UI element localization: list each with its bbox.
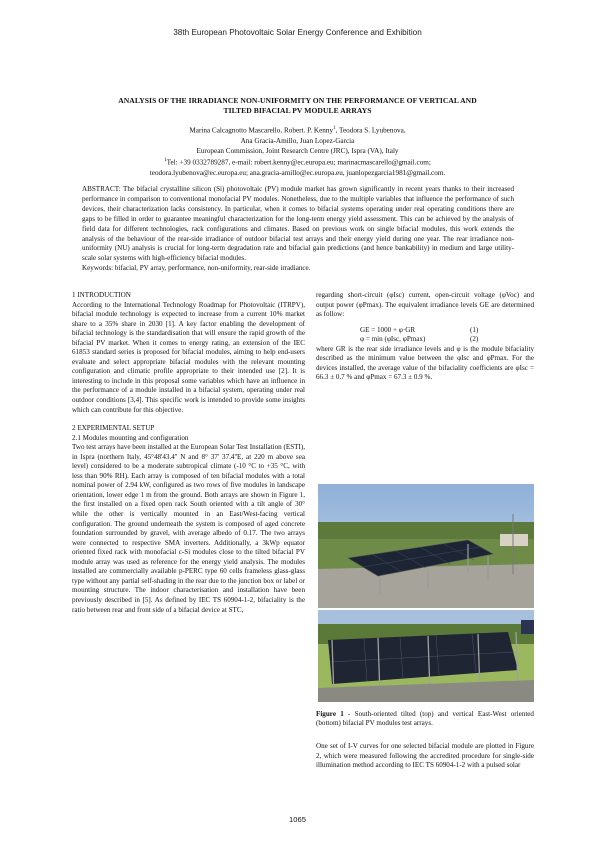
affiliation-mark: 1 [333, 126, 336, 131]
contact-line-2: teodora.lyubenova@ec.europa.eu; ana.gracia-amillo@ec.europa.eu, juanlopezgarcia1981@gmail.com. [149, 168, 446, 177]
equation-1-body: GE = 1000 + φ·GR [360, 325, 416, 334]
setup-subheading: 2.1 Modules mounting and configuration [72, 433, 189, 442]
conference-header: 38th European Photovoltaic Solar Energy Conference and Exhibition [173, 28, 422, 37]
author-line-1 [40, 124, 555, 136]
right-para-2: where GR is the rear side irradiance levels and φ is the module bifaciality described as the minimum value between the φIsc and φPmax. For the devices installed, the average value of the bifaciality coefficients are φIsc = 66.3 ± 0.7 % and φPmax = 67.3 ± 0.9 %. [316, 344, 534, 382]
author-names-1: Marina Calcagnotto Mascarello, Robert. P. Kenny [189, 126, 334, 135]
setup-text: Two test arrays have been installed at the European Solar Test Installation (ESTI), in Ispra (northern Italy, 45°48'43.4'' N and 8° 37' 37.4''E, at 220 m above sea level) considered to be a moderate subtropical climate (-10 °C to +35 °C, with less than 90% RH). Each array is composed of ten bifacial modules with a total nominal power of 2.94 kW, configured as two rows of five modules in landscape orientation, lower edge 1 m from the ground. Both arrays are shown in Figure 1, the first installed on a fixed open rack South oriented with a tilt angle of 30° while the other is vertically mounted in an East/West-facing vertical configuration. The ground underneath the system is composed of aged concrete foundation surrounded by gravel, with average albedo of 0.17. The two arrays were connected to respective SMA inverters. Additionally, a 3kWp equator oriented fixed rack with monofacial c-Si modules close to the tilted bifacial PV module array was used as reference for the energy yield analysis. The modules installed are commercially available p-PERC type 60 cells frameless glass-glass type without any partial self-shading in the rear due to the junction box or label or mounting structure. The indoor characterisation and installation have been previously described in [5]. As defined by IEC TS 60904-1-2, bifaciality is the ratio between rear and front side of a bifacial device at STC, [72, 443, 305, 614]
contact-text-1: Tel: +39 0332789287, e-mail: robert.kenny@ec.europa.eu; marinacmascarello@gmail.com; [166, 158, 431, 167]
contact-mark: 1 [164, 158, 167, 163]
figure-1-caption [316, 710, 534, 729]
setup-heading: 2 EXPERIMENTAL SETUP [72, 424, 155, 433]
title-line-2: TILTED BIFACIAL PV MODULE ARRAYS [223, 106, 372, 115]
affiliation-line: European Commission, Joint Research Centre (JRC), Ispra (VA), Italy [196, 146, 399, 155]
equation-2-number: (2) [470, 335, 479, 344]
right-para-1: regarding short-circuit (φIsc) current, open-circuit voltage (φVoc) and output power (φPmax). The equivalent irradiance levels GE are determined as follow: [316, 291, 534, 319]
vertical-array-photo [318, 610, 534, 702]
abstract [82, 185, 514, 274]
equation-1 [316, 326, 534, 336]
right-column-tail [316, 742, 534, 771]
figure-1-text: - South-oriented tilted (top) and vertical East-West oriented (bottom) bifacial PV modules test arrays. [316, 710, 534, 728]
abstract-text: ABSTRACT: The bifacial crystalline silicon (Si) photovoltaic (PV) module market has grown significantly in recent years thanks to their increased performance in comparison to conventional monofacial PV modules. Nonetheless, due to the multiple variables that influence the performance of such devices, their characterization lacks consistency. In particular, when it comes to bifacial systems operating under real operating conditions there are gaps to be filled in order to guarantee meaningful characterization for the long-term energy yield assessment. This can be achieved by the analysis of field data for different technologies, rack configurations and climates. Based on previous work on single bifacial modules, this work extends the analysis of the behaviour of the rear-side irradiance of outdoor bifacial test arrays and their energy yield during one year. The rear irradiance non-uniformity (NU) analysis is crucial for long-term degradation rate and bifacial gain predictions (and hence bankability) in medium and large utility-scale solar systems with high-efficiency bifacial modules. [82, 185, 514, 263]
title-line-1: ANALYSIS OF THE IRRADIANCE NON-UNIFORMITY ON THE PERFORMANCE OF VERTICAL AND [118, 96, 477, 105]
left-column [72, 291, 305, 615]
intro-text: According to the International Technology Roadmap for Photovoltaic (ITRPV), bifacial module technology is expected to increase from a current 10% market share to a 35% share in 2030 [1]. A key factor enabling the development of bifacial technology is the standardisation that will ensure the rapid growth of the bifacial PV market. When it comes to energy rating, an extension of the IEC 61853 standard series is proposed for bifacial modules, aiming to help end-users evaluate and select appropriate bifacial modules with the relevant mounting configuration and climatic profile appropriate to their intended use [2]. It is interesting to include in this proposal some variables which have an influence in the performance of a module installed in a bifacial system, operating under real outdoor conditions [3,4]. This specific work is intended to provide some insights which can contribute for this objective. [72, 300, 305, 414]
equation-2-body: φ = min (φIsc, φPmax) [360, 335, 426, 344]
tilted-array-photo [318, 484, 534, 608]
figure-1-label: Figure 1 [316, 710, 344, 718]
page-number: 1065 [289, 815, 306, 824]
keywords: Keywords: bifacial, PV array, performance, non-uniformity, rear-side irradiance. [82, 264, 311, 273]
equation-1-number: (1) [470, 325, 479, 334]
author-line-2: Ana Gracia-Amillo, Juan Lopez-Garcia [240, 136, 355, 145]
paper-title [60, 96, 535, 116]
contact-line-1 [40, 156, 555, 168]
right-para-3: One set of I-V curves for one selected bifacial module are plotted in Figure 2, which were measured following the accredited procedure for single-side illumination method according to IEC TS 60904-1-2 with a pulsed solar [316, 742, 534, 770]
author-names-1-end: , Teodora S. Lyubenova, [335, 126, 406, 135]
intro-heading: 1 INTRODUCTION [72, 291, 131, 299]
right-column [316, 291, 534, 383]
author-block [40, 124, 555, 178]
equation-2 [316, 335, 534, 345]
